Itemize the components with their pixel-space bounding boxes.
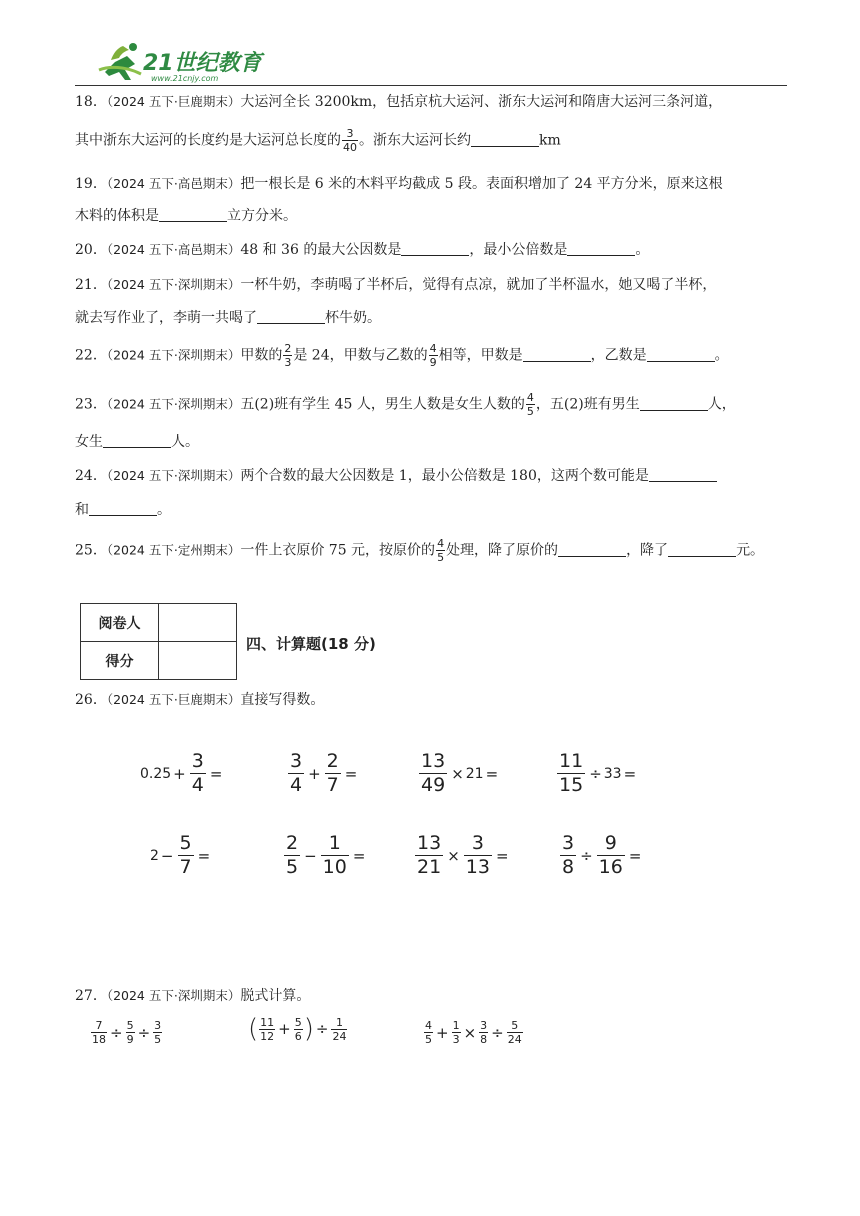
answer-blank[interactable] [159, 207, 227, 222]
section-title: 四、计算题(18 分) [246, 635, 376, 653]
mental-math-a: 0.25 + $\frac{3}{4}$ = [140, 750, 223, 796]
logo-url: www.21cnjy.com [151, 74, 219, 83]
question-21-line2: 就去写作业了，李萌一共喝了 杯牛奶。 [75, 310, 381, 326]
answer-blank[interactable] [668, 542, 736, 557]
answer-blank[interactable] [471, 132, 539, 147]
question-25: 25．（2024 五下·定州期末）一件上衣原价 75 元，按原价的 $\frac{4}{5}$ 处理，降了原价的 ，降了 元。 [75, 537, 765, 564]
question-24-line2: 和 。 [75, 502, 171, 518]
stepwise-expr-1: $\frac{7}{18}$ ÷ $\frac{5}{9}$ ÷ $\frac{3}{5}$ [92, 1019, 162, 1046]
stepwise-expr-3: $\frac{4}{5}$ + $\frac{1}{3}$ × $\frac{3}{8}$ ÷ $\frac{5}{24}$ [425, 1019, 522, 1046]
question-23-line2: 女生 人。 [75, 434, 199, 450]
question-text: 其中浙东大运河的长度约是大运河总长度的 [75, 132, 341, 149]
header-divider [75, 85, 787, 86]
question-22: 22．（2024 五下·深圳期末）甲数的 $\frac{2}{3}$ 是 24，甲数与乙数的 $\frac{4}{9}$ 相等，甲数是 ，乙数是 。 [75, 342, 729, 369]
grader-cell[interactable] [159, 604, 237, 642]
answer-blank[interactable] [558, 542, 626, 557]
question-20: 20．（2024 五下·高邑期末）48 和 36 的最大公因数是 ，最小公倍数是 。 [75, 242, 650, 258]
question-text: 大运河全长 3200km，包括京杭大运河、浙东大运河和隋唐大运河三条河道， [240, 94, 723, 110]
answer-blank[interactable] [567, 241, 635, 256]
logo [95, 40, 270, 84]
mental-math-b: 3 4 + $\frac{2}{7}$ = [290, 750, 358, 796]
question-18-line2: 其中浙东大运河的长度约是大运河总长度的 $\frac{3}{40}$ 。浙东大运河长约 km [75, 127, 561, 154]
question-number: 18． [75, 94, 107, 110]
fraction: $\frac{4}{5}$ [526, 391, 534, 418]
question-tag: （2024 五下·巨鹿期末） [106, 94, 241, 109]
score-table [80, 603, 237, 680]
answer-blank[interactable] [257, 309, 325, 324]
mental-math-f: 2 5 − $\frac{1}{10}$ = [286, 832, 366, 878]
question-19: 19．（2024 五下·高邑期末）把一根长是 6 米的木料平均截成 5 段。表面积增加了 24 平方分米，原来这根 [75, 176, 723, 192]
mental-math-h: $\frac{3}{8}$ ÷ $\frac{9}{16}$ = [562, 832, 642, 878]
answer-blank[interactable] [640, 396, 708, 411]
question-26: 26．（2024 五下·巨鹿期末）直接写得数。 [75, 692, 325, 708]
runner-icon [95, 40, 270, 84]
logo-text: 21世纪教育 [143, 51, 262, 76]
mental-math-g: $\frac{13}{21}$ × $\frac{3}{13}$ = [417, 832, 509, 878]
question-23: 23．（2024 五下·深圳期末）五(2)班有学生 45 人，男生人数是女生人数的 $\frac{4}{5}$ ，五(2)班有男生 人， [75, 391, 736, 418]
question-24: 24．（2024 五下·深圳期末）两个合数的最大公因数是 1，最小公倍数是 180，这两个数可能是 [75, 466, 787, 486]
mental-math-e: 2 − $\frac{5}{7}$ = [150, 832, 211, 878]
answer-blank[interactable] [401, 241, 469, 256]
fraction: $\frac{4}{5}$ [437, 537, 445, 564]
grader-label: 阅卷人 [81, 604, 159, 642]
answer-blank[interactable] [523, 347, 591, 362]
question-21: 21．（2024 五下·深圳期末）一杯牛奶，李萌喝了半杯后，觉得有点凉，就加了半杯温水，她又喝了半杯， [75, 277, 717, 293]
answer-blank[interactable] [647, 347, 715, 362]
score-label: 得分 [81, 642, 159, 680]
answer-blank[interactable] [89, 501, 157, 516]
question-27: 27．（2024 五下·深圳期末）脱式计算。 [75, 988, 311, 1004]
answer-blank[interactable] [103, 433, 171, 448]
stepwise-expr-2: ( $\frac{11}{12}$ + $\frac{5}{6}$ ) ÷ $\frac{1}{24}$ [248, 1014, 347, 1044]
question-18 [75, 92, 787, 112]
mental-math-d: $\frac{11}{15}$ ÷ 33 = [559, 750, 637, 796]
answer-blank[interactable] [649, 467, 717, 482]
mental-math-c: $\frac{13}{49}$ × 21 = [421, 750, 499, 796]
unit: km [539, 132, 561, 149]
score-cell[interactable] [159, 642, 237, 680]
question-19-line2: 木料的体积是 立方分米。 [75, 208, 297, 224]
fraction: $\frac{4}{9}$ [429, 342, 437, 369]
fraction: $\frac{2}{3}$ [284, 342, 292, 369]
fraction: $\frac{3}{40}$ [343, 127, 357, 154]
